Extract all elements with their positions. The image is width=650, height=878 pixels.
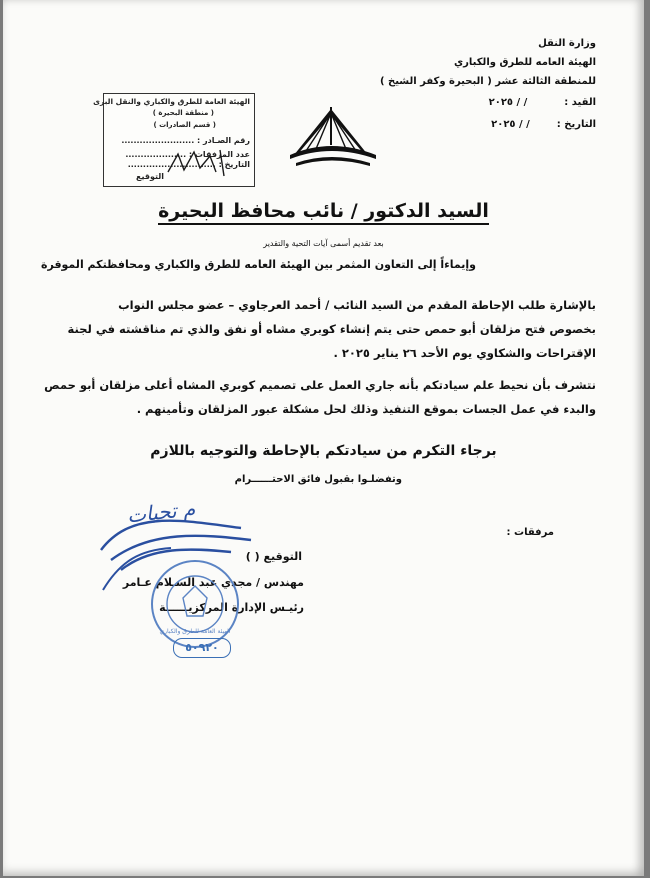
request-line: برجاء التكرم من سيادتكم بالإحاطة والتوجيه باللازم xyxy=(150,443,497,459)
date-label: التاريخ : xyxy=(556,119,596,130)
document-page xyxy=(3,0,644,876)
date-value: / / ٢٠٢٥ xyxy=(491,119,530,130)
para2-line2: والبدء في عمل الجسات بموقع التنفيذ وذلك لحل مشكلة عبور المزلقان وتأمينهم . xyxy=(136,402,596,416)
region-name: للمنطقة الثالثة عشر ( البحيرة وكفر الشيخ ) xyxy=(379,76,596,87)
stamp-text: الهيئة العامة للطرق والكباري xyxy=(159,628,231,635)
stamp-line-region: ( منطقة البحيرة ) xyxy=(152,109,214,117)
stamp-date: التاريخ : ............................. xyxy=(127,160,250,169)
stamp-line-authority: الهيئة العامة للطرق والكباري والنقل البرى xyxy=(93,97,250,106)
stamp-attachments: عدد المرفقات : .................... xyxy=(125,150,250,159)
greeting: بعد تقديم أسمى آيات التحية والتقدير xyxy=(263,239,384,248)
engineer-position: رئيـس الإدارة المركزيــــــة xyxy=(159,601,304,614)
attachments-label: مرفقات : xyxy=(506,527,554,538)
outgoing-stamp-box xyxy=(93,93,255,187)
signature-label: التوقيع ( ) xyxy=(245,550,302,563)
addressee-title: السيد الدكتور / نائب محافظ البحيرة xyxy=(3,200,644,222)
official-round-stamp xyxy=(149,558,241,650)
ministry-name: وزارة النقل xyxy=(538,38,596,49)
stamp-signature: التوقيع xyxy=(136,172,164,181)
handwritten-note: م تحيات xyxy=(125,496,197,528)
registry-value: / / ٢٠٢٥ xyxy=(488,97,528,108)
engineer-name: مهندس / مجدي عبد السـلام عـامر xyxy=(122,576,304,589)
para1-line3: الإقتراحات والشكاوي يوم الأحد ٢٦ يناير ٢٠٢٥ . xyxy=(333,346,596,360)
closing-line: وتفضلـوا بقبول فائق الاحتــــــرام xyxy=(234,474,402,485)
stamp-outgoing-no: رقم الصـادر : ........................ xyxy=(121,136,250,145)
para1-line2: بخصوص فتح مزلقان أبو حمص حتى يتم إنشاء كوبري مشاه أو نفق والذي تم مناقشته في لجنة xyxy=(67,322,596,336)
registry-label: القيد : xyxy=(564,97,596,108)
date-field xyxy=(491,119,596,130)
para1-line1: بالإشارة طلب الإحاطة المقدم من السيد النائب / أحمد العرجاوي – عضو مجلس النواب xyxy=(118,298,596,312)
intro-line: وإيماءاً إلى التعاون المثمر بين الهيئة العامه للطرق والكباري ومحافظتكم الموقرة xyxy=(41,258,476,271)
authority-name: الهيئة العامه للطرق والكباري xyxy=(453,57,596,68)
stamp-handwriting-icon xyxy=(164,142,234,182)
stamp-line-dept: ( قسم الصادرات ) xyxy=(153,121,216,129)
para2-line1: نتشرف بأن نحيط علم سيادتكم بأنه جاري العمل على تصميم كوبري المشاه أعلى مزلقان أبو حمص xyxy=(44,378,596,392)
bridge-logo-icon xyxy=(288,103,378,173)
stamp-number-badge: ٥٠٩٢٠ xyxy=(173,638,231,658)
registry-field xyxy=(489,97,596,108)
